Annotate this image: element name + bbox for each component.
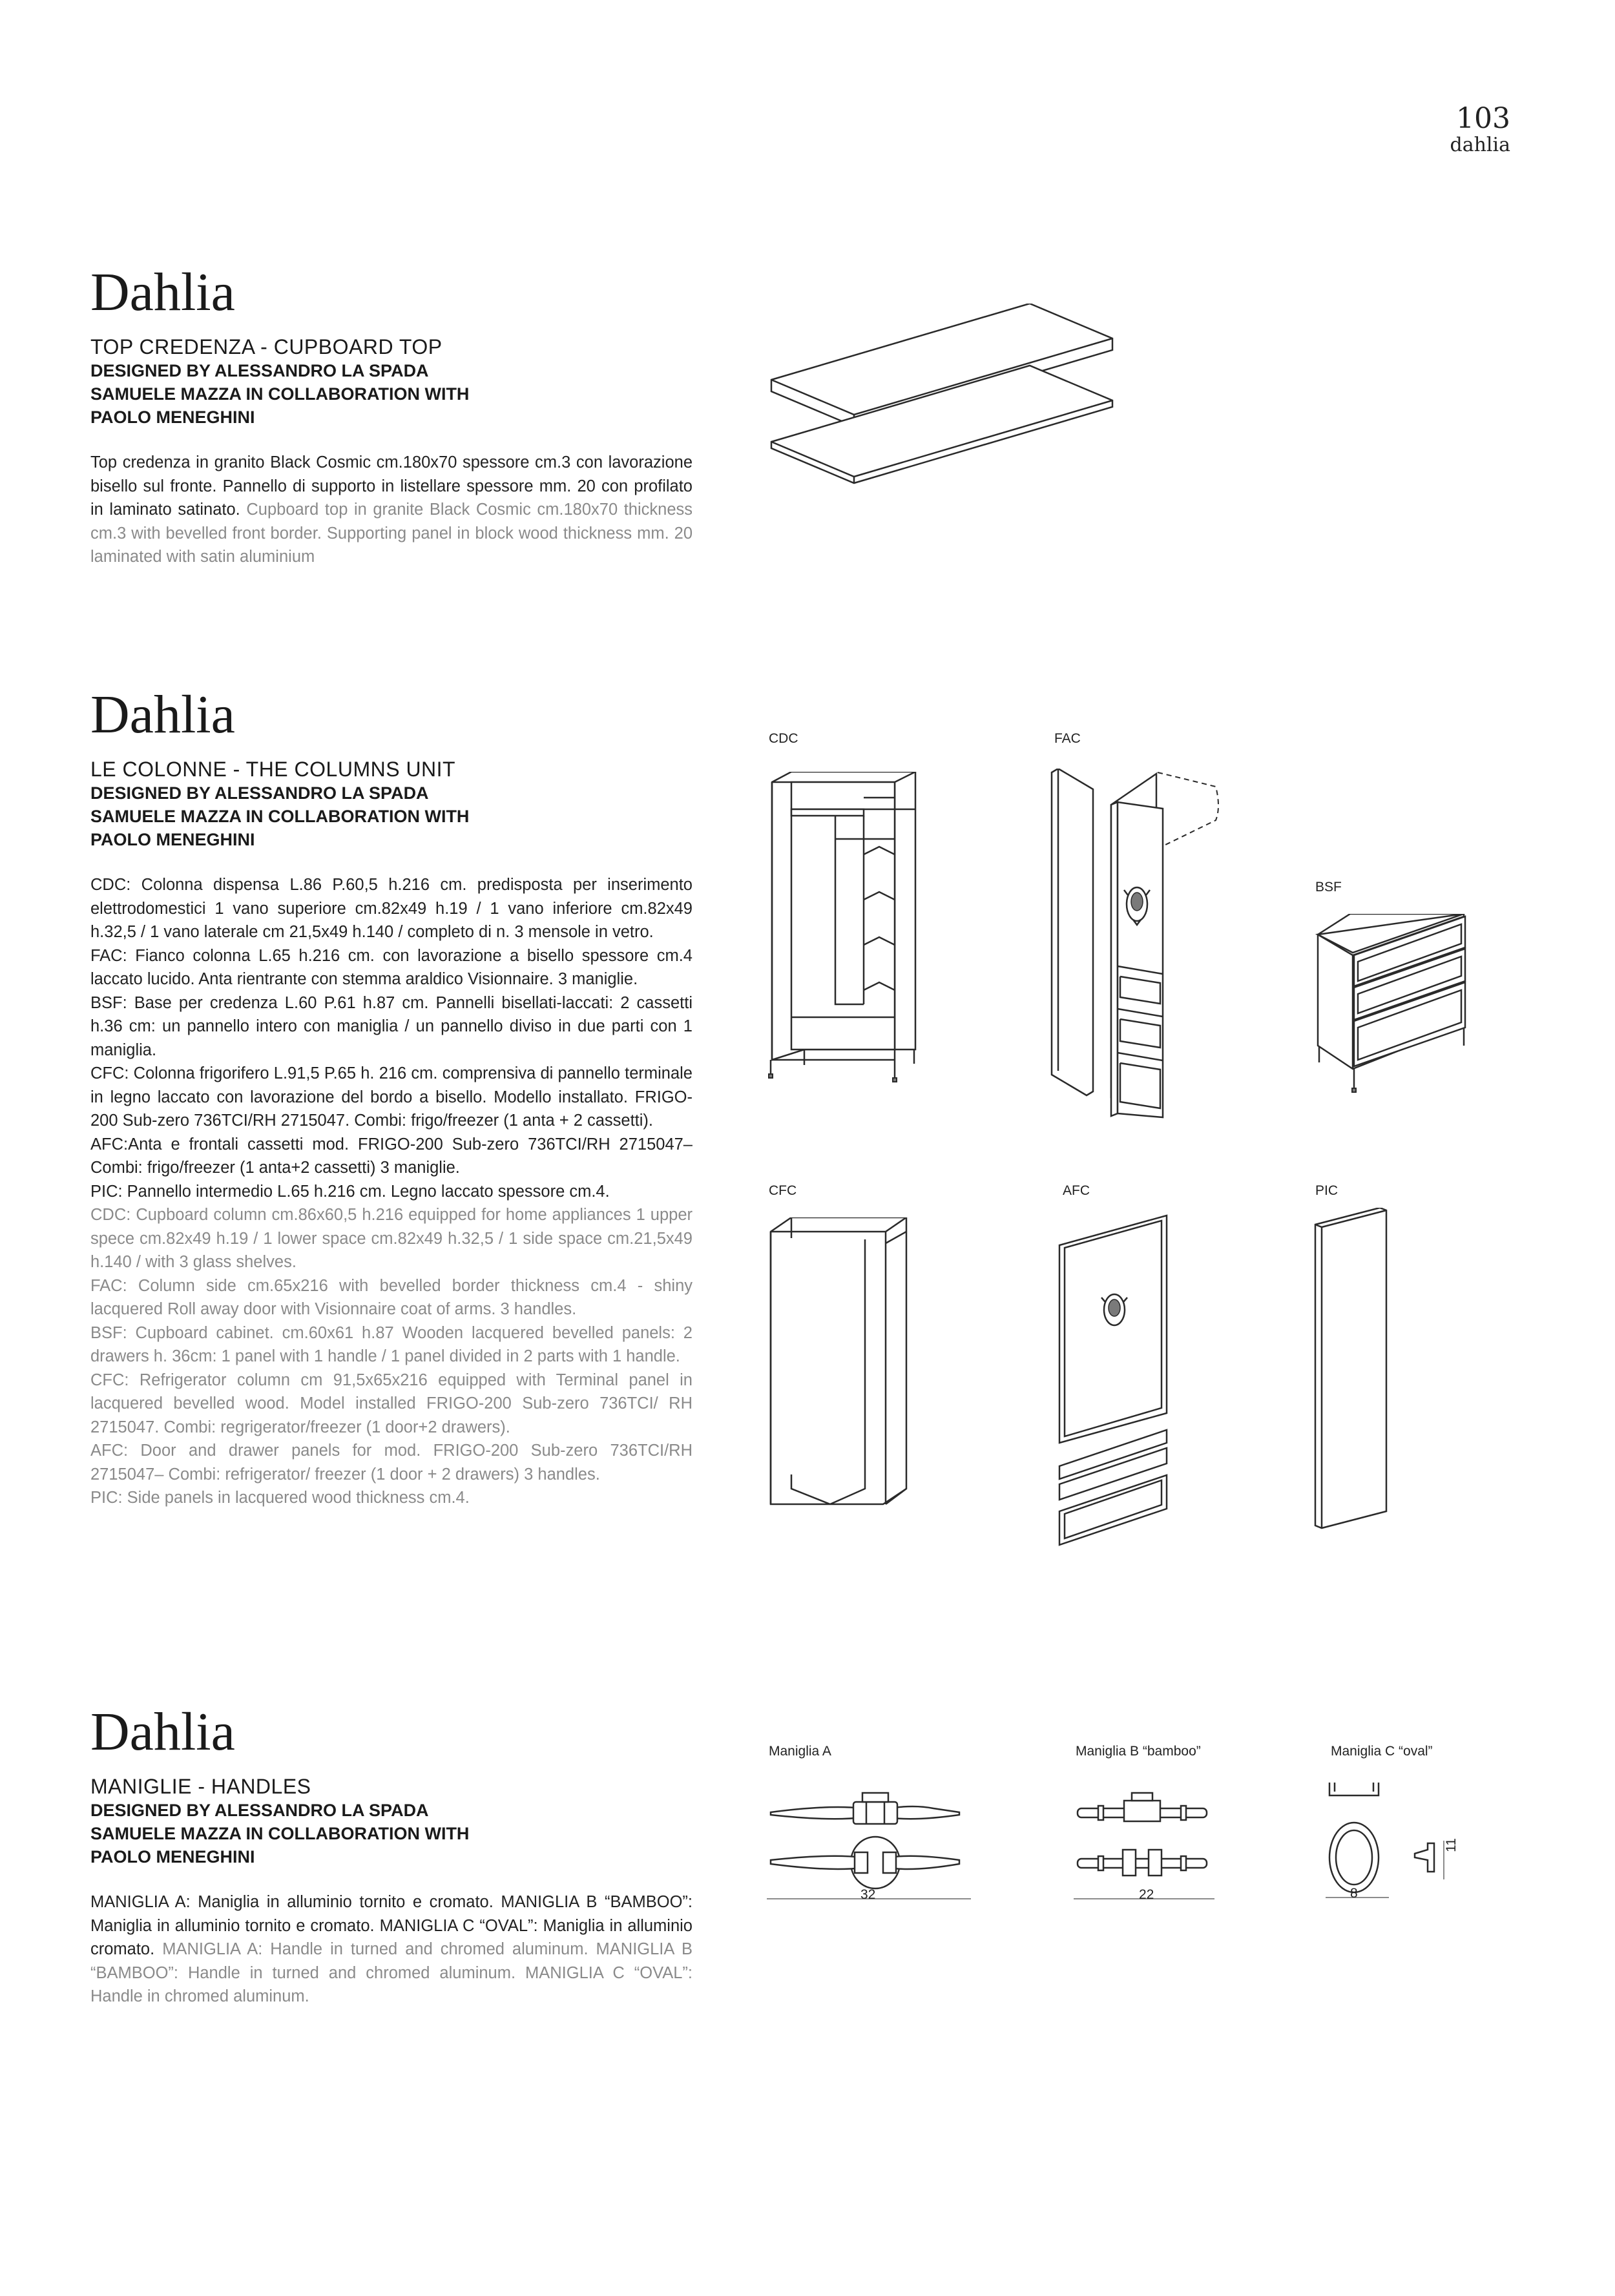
handle-c-front-view — [1329, 1823, 1379, 1892]
handle-c-top-view — [1329, 1783, 1379, 1795]
handle-a-top-view — [771, 1793, 959, 1824]
credit-line: PAOLO MENEGHINI — [90, 830, 255, 849]
handle-a-front-view — [771, 1837, 959, 1888]
spec-bsf-it: BSF: Base per credenza L.60 P.61 h.87 cm. Pannelli bisellati-laccati: 2 cassetti h.36 cm: un pannello intero con maniglia / un pannello diviso in due parti con 1 maniglia. — [90, 993, 693, 1059]
label-maniglia-c: Maniglia C “oval” — [1331, 1744, 1433, 1759]
spec-cfc-en: CFC: Refrigerator column cm 91,5x65x216 equipped with Terminal panel in lacquered bevelled wood. Model installed FRIGO-200 Sub-zero 736TCI/ RH 2715047. Combi: regrigerator/freezer (1 door+2 drawers). — [90, 1370, 693, 1436]
cdc-column-drawing — [766, 772, 924, 1108]
spec-pic-it: PIC: Pannello intermedio L.65 h.216 cm. Legno laccato spessore cm.4. — [90, 1182, 610, 1201]
section-subtitle: TOP CREDENZA - CUPBOARD TOP — [90, 335, 443, 358]
spec-afc-it: AFC:Anta e frontali cassetti mod. FRIGO-200 Sub-zero 736TCI/RH 2715047– Combi: frigo/freezer (1 anta+2 cassetti) 3 maniglie. — [90, 1135, 693, 1177]
page-number: 103 — [1456, 102, 1510, 135]
label-maniglia-a: Maniglia A — [769, 1744, 831, 1759]
spec-cdc-en: CDC: Cupboard column cm.86x60,5 h.216 equipped for home appliances 1 upper spece cm.82x49 h.19 / 1 lower space cm.82x49 h.32,5 / 1 side space cm.21,5x49 h.140 / with 3 glass shelves. — [90, 1206, 693, 1271]
credit-line: SAMUELE MAZZA IN COLLABORATION WITH — [90, 807, 470, 826]
page-number-block — [1450, 103, 1511, 156]
description — [90, 451, 693, 569]
spec-bsf-en: BSF: Cupboard cabinet. cm.60x61 h.87 Wooden lacquered bevelled panels: 2 drawers h. 36cm: 1 panel with 1 handle / 1 panel divided in 2 parts with 1 handle. — [90, 1323, 693, 1365]
handle-b-front-view — [1078, 1850, 1207, 1876]
bsf-cabinet-drawing — [1311, 914, 1473, 1108]
section-handles — [90, 1703, 693, 2009]
spec-cdc-it: CDC: Colonna dispensa L.86 P.60,5 h.216 cm. predisposta per inserimento elettrodomestici 1 vano superiore cm.82x49 h.19 / 1 vano inferiore cm.82x49 h.32,5 / 1 vano laterale cm 21,5x49 h.140 / completo di n. 3 mensole in vetro. — [90, 876, 693, 941]
description — [90, 1890, 693, 2009]
credit-line: SAMUELE MAZZA IN COLLABORATION WITH — [90, 384, 470, 404]
credit-line: DESIGNED BY ALESSANDRO LA SPADA — [90, 783, 429, 803]
label-maniglia-b: Maniglia B “bamboo” — [1076, 1744, 1201, 1759]
section-title: Dahlia — [90, 685, 235, 745]
cfc-column-drawing — [766, 1217, 914, 1527]
designer-credits — [90, 359, 693, 429]
afc-panels-drawing — [1053, 1208, 1182, 1550]
dimension-c-height: 11 — [1443, 1838, 1459, 1852]
dimension-c: 8 — [1350, 1886, 1358, 1901]
section-subtitle: MANIGLIE - HANDLES — [90, 1775, 311, 1798]
designer-credits — [90, 1799, 693, 1868]
spec-fac-it: FAC: Fianco colonna L.65 h.216 cm. con lavorazione a bisello spessore cm.4 laccato lucido. Anta rientrante con stemma araldico Visionnaire. 3 maniglie. — [90, 946, 693, 988]
pic-panel-drawing — [1311, 1208, 1389, 1531]
label-cfc: CFC — [769, 1183, 797, 1198]
handle-c-side-view — [1415, 1843, 1434, 1872]
fac-column-drawing — [1047, 769, 1221, 1130]
credit-line: PAOLO MENEGHINI — [90, 1847, 255, 1867]
section-title: Dahlia — [90, 1702, 235, 1762]
credit-line: DESIGNED BY ALESSANDRO LA SPADA — [90, 1801, 429, 1820]
section-columns-unit — [90, 686, 693, 1510]
label-pic: PIC — [1315, 1183, 1339, 1198]
spec-pic-en: PIC: Side panels in lacquered wood thickness cm.4. — [90, 1489, 470, 1507]
description-english: Cupboard top in granite Black Cosmic cm.180x70 thickness cm.3 with bevelled front border. Supporting panel in block wood thickness mm. 20 laminated with satin aluminium — [90, 501, 693, 566]
dimension-b: 22 — [1139, 1887, 1154, 1902]
section-title: Dahlia — [90, 262, 235, 322]
description-english: MANIGLIA A: Handle in turned and chromed aluminum. MANIGLIA B “BAMBOO”: Handle in turned and chromed aluminum. MANIGLIA C “OVAL”: Handle in chromed aluminum. — [90, 1940, 693, 2005]
description-italian: Top credenza in granito Black Cosmic cm.180x70 spessore cm.3 con lavorazione bisello sul fronte. Pannello di supporto in listellare spessore mm. 20 con profilato in laminato satinato. — [90, 453, 693, 519]
label-cdc: CDC — [769, 731, 798, 746]
label-afc: AFC — [1063, 1183, 1090, 1198]
dimension-a: 32 — [860, 1887, 876, 1902]
page-brand: dahlia — [1450, 134, 1510, 156]
spec-cfc-it: CFC: Colonna frigorifero L.91,5 P.65 h. 216 cm. comprensiva di pannello terminale in legno laccato con lavorazione del bordo a bisello. Modello installato. FRIGO-200 Sub-zero 736TCI/RH 2715047. Combi: frigo/freezer (1 anta + 2 cassetti). — [90, 1064, 693, 1130]
credit-line: PAOLO MENEGHINI — [90, 408, 255, 427]
credit-line: SAMUELE MAZZA IN COLLABORATION WITH — [90, 1824, 470, 1843]
spec-fac-en: FAC: Column side cm.65x216 with bevelled border thickness cm.4 - shiny lacquered Roll away door with Visionnaire coat of arms. 3 handles. — [90, 1276, 693, 1318]
cupboard-top-drawing — [762, 304, 1124, 491]
handle-b-top-view — [1078, 1793, 1207, 1821]
description-italian: MANIGLIA A: Maniglia in alluminio tornito e cromato. MANIGLIA B “BAMBOO”: Maniglia in alluminio tornito e cromato. MANIGLIA C “OVAL”: Maniglia in alluminio cromato. — [90, 1893, 693, 1958]
label-bsf: BSF — [1315, 880, 1342, 895]
label-fac: FAC — [1054, 731, 1081, 746]
description — [90, 873, 693, 1510]
spec-afc-en: AFC: Door and drawer panels for mod. FRIGO-200 Sub-zero 736TCI/RH 2715047– Combi: refrigerator/ freezer (1 door + 2 drawers) 3 handles. — [90, 1442, 693, 1484]
section-subtitle: LE COLONNE - THE COLUMNS UNIT — [90, 758, 456, 781]
credit-line: DESIGNED BY ALESSANDRO LA SPADA — [90, 361, 429, 380]
section-cupboard-top — [90, 264, 693, 569]
designer-credits — [90, 781, 693, 851]
